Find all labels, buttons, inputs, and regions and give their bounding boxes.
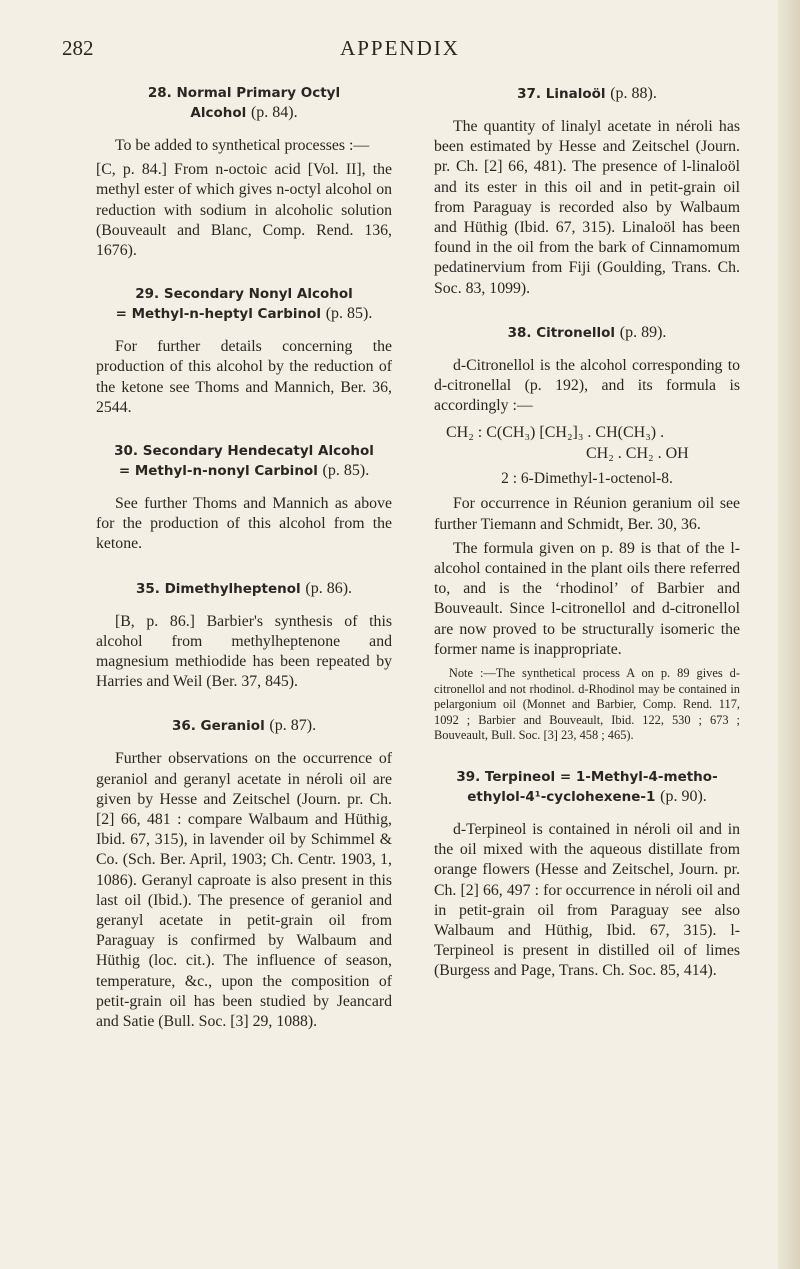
section-heading [434, 84, 740, 104]
heading-line: Alcohol [190, 105, 247, 121]
heading-line: 35. Dimethylheptenol [135, 580, 301, 597]
heading-line: = Methyl-n-heptyl Carbinol [115, 306, 322, 323]
paragraph: See further Thoms and Mannich as above for the production of this alcohol from the ketone. [96, 495, 392, 553]
paragraph: For occurrence in Réunion geranium oil see further Tiemann and Schmidt, Ber. 30, 36. [434, 495, 740, 533]
paragraph: The formula given on p. 89 is that of the l-alcohol contained in the plant oils there referred to, and is the ‘rhodinol’ of Barbier and Bouveault. Since l-citronellol and d-citronellol are now proved to be structurally isomeric the former name is inappropriate. [434, 539, 740, 658]
paragraph: Further observations on the occurrence of geraniol and geranyl acetate in néroli oil are given by Hesse and Zeitschel (Journ. pr. Ch. [2] 66, 481 : compare Walbaum and Hüthig, Ibid. 67, 315), in lavender oil by Schimmel & Co. (Sch. Ber. April, 1903; Ch. Centr. 1903, 1, 1086). Geranyl caproate is also present in this last oil (Ibid.). The presence of geraniol and geranyl acetate in petit-grain oil from Paraguay is confirmed by Walbaum and Hüthig (loc. cit.). The influence of season, temperature, &c., upon the composition of petit-grain oil has been studied by Jeancard and Satie (Bull. Soc. [3] 29, 1088). [96, 750, 392, 1031]
page-edge [778, 0, 800, 1269]
running-head: APPENDIX [340, 36, 460, 60]
page-reference: (p. 85). [322, 462, 370, 480]
formula-line: CH₂ . CH₂ . OH [586, 445, 689, 463]
section-35 [96, 579, 392, 693]
section-29 [96, 285, 392, 418]
heading-line: 38. Citronellol [507, 324, 616, 341]
section-heading [434, 768, 740, 807]
paragraph: For further details concerning the production of this alcohol by the reduction of the ketone see Thoms and Mannich, Ber. 36, 2544. [96, 338, 392, 416]
page-reference: (p. 85). [325, 305, 373, 323]
footnote: Note :—The synthetical process A on p. 89 gives d-citronellol and not rhodinol. d-Rhodinol may be contained in pelargonium oil (Monnet and Barbier, Comp. Rend. 117, 1092 ; Barbier and Bouveault, Ibid. 122, 530 ; 673 ; Bouveault, Bull. Soc. [3] 23, 458 ; 465). [434, 666, 740, 743]
page-reference: (p. 89). [619, 323, 667, 341]
section-heading [96, 84, 392, 123]
paragraph: [B, p. 86.] Barbier's synthesis of this alcohol from methylheptenone and magnesium methiodide has been repeated by Harries and Weil (Ber. 37, 845). [96, 612, 392, 691]
paragraph: To be added to synthetical processes :— [114, 137, 370, 154]
heading-line: 36. Geraniol [171, 718, 265, 735]
page-reference: (p. 86). [305, 579, 353, 597]
section-30 [96, 442, 392, 555]
formula-line: CH₂ : C(CH₃) [CH₂]₃ . CH(CH₃) . [446, 424, 665, 442]
paragraph: The quantity of linalyl acetate in néroli has been estimated by Hesse and Zeitschel (Journ. pr. Ch. [2] 66, 481). The presence of l-linaloöl and its ester in this oil and in petit-grain oil from Paraguay is recorded also by Walbaum and Hüthig (Ibid. 67, 315). Linaloöl has been found in the oil from the bark of Cinnamomum pedatinervium from Fiji (Goulding, Trans. Ch. Soc. 83, 1099). [434, 118, 740, 297]
page-number: 282 [62, 36, 94, 60]
heading-line: ethylol-4¹-cyclohexene-1 [467, 789, 656, 806]
chemical-formula [446, 422, 740, 464]
section-heading [96, 579, 392, 599]
heading-line: = Methyl-n-nonyl Carbinol [118, 463, 318, 480]
heading-line: 28. Normal Primary Octyl [147, 85, 341, 101]
heading-line: 39. Terpineol = 1-Methyl-4-metho- [456, 769, 718, 786]
section-39 [434, 768, 740, 982]
section-28 [96, 84, 392, 261]
section-36 [96, 716, 392, 1032]
heading-line: 29. Secondary Nonyl Alcohol [135, 286, 353, 303]
section-heading [96, 716, 392, 736]
page-reference: (p. 87). [269, 717, 317, 735]
heading-line: 30. Secondary Hendecatyl Alcohol [114, 443, 374, 460]
page-header [0, 36, 800, 66]
page-reference: (p. 90). [660, 788, 707, 806]
section-heading [96, 442, 392, 481]
section-heading [434, 323, 740, 343]
formula-name: 2 : 6-Dimethyl-1-octenol-8. [501, 470, 673, 488]
section-heading [96, 285, 392, 324]
section-37 [434, 84, 740, 299]
right-column [434, 84, 740, 1006]
page-reference: (p. 84). [250, 104, 298, 121]
section-38 [434, 323, 740, 744]
paragraph: d-Terpineol is contained in néroli oil and in the oil mixed with the aqueous distillate from orange flowers (Hesse and Zeitschel, Journ. pr. Ch. [2] 66, 497 : for occurrence in néroli oil and in petit-grain oil from Paraguay see also Walbaum and Hüthig, Ibid. 67, 315). l-Terpineol is present in distilled oil of limes (Burgess and Page, Trans. Ch. Soc. 85, 414). [434, 821, 740, 980]
heading-line: 37. Linaloöl [517, 86, 606, 102]
left-column [96, 84, 392, 1056]
page-reference: (p. 88). [610, 85, 657, 102]
paragraph: [C, p. 84.] From n-octoic acid [Vol. II], the methyl ester of which gives n-octyl alcohol on reduction with sodium in alcoholic solution (Bouveault and Blanc, Comp. Rend. 136, 1676). [96, 161, 392, 260]
paragraph: d-Citronellol is the alcohol corresponding to d-citronellal (p. 192), and its formula is accordingly :— [434, 356, 740, 415]
